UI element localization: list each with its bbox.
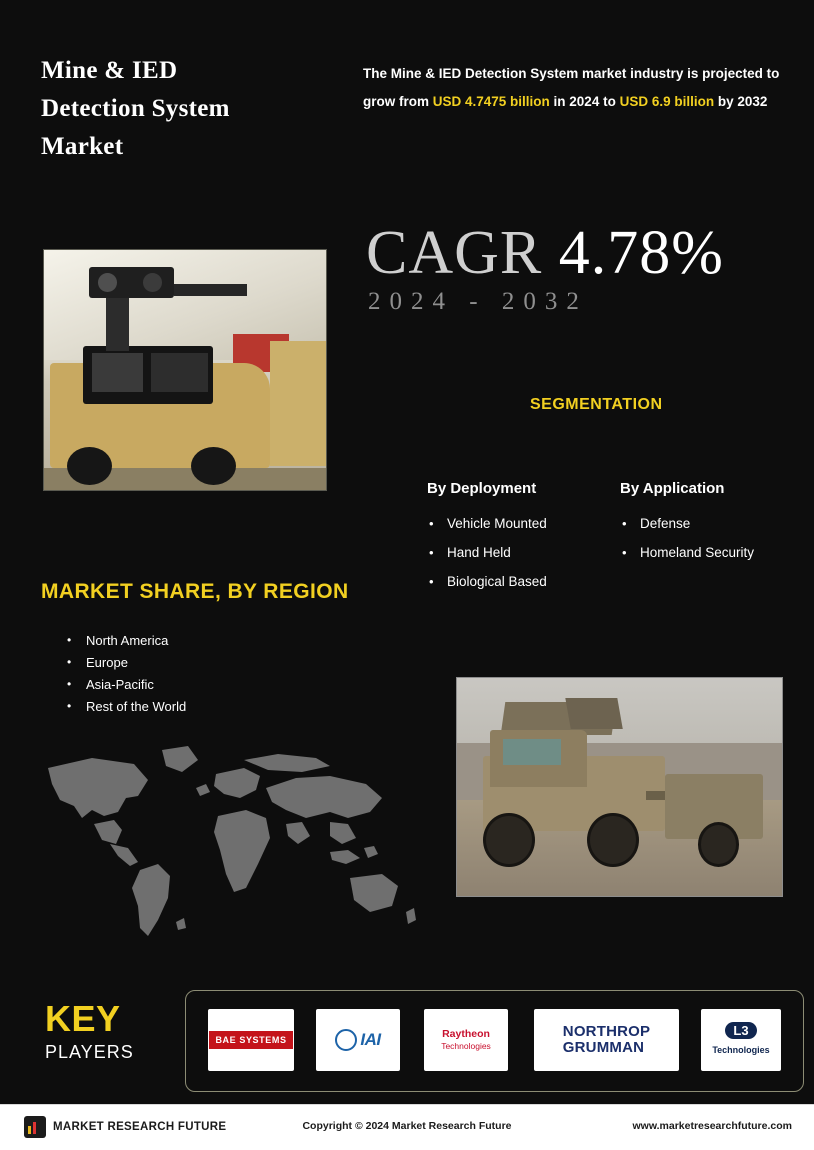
logo-iai-text: IAI: [360, 1030, 381, 1049]
list-item: • Asia-Pacific: [64, 674, 186, 696]
logo-bae-text: BAE SYSTEMS: [209, 1031, 292, 1049]
players-word: PLAYERS: [45, 1042, 134, 1062]
photo-sensor-arm: [174, 284, 247, 296]
photo-sensor-lens-1: [98, 273, 118, 292]
segment-list-deployment: [427, 509, 607, 596]
photo-side-vehicle: [270, 341, 326, 466]
photo-detection-vehicle-top: [43, 249, 327, 491]
logo-iai-wrap: [335, 1029, 380, 1051]
summary-part-2: in 2024 to: [549, 94, 620, 109]
summary-part-1: The Mine & IED Detection System market industry is projected to grow from: [363, 66, 780, 109]
key-players-label: [45, 1000, 145, 1063]
cagr-value: 4.78%: [558, 219, 724, 287]
segmentation-heading: SEGMENTATION: [530, 396, 663, 413]
logo-raytheon-technologies: [424, 1009, 508, 1071]
list-item: • Europe: [64, 652, 186, 674]
logo-l3-wrap: [701, 1022, 781, 1058]
summary-value-2032: USD 6.9 billion: [619, 94, 715, 109]
page-title: Mine & IED Detection System Market: [41, 57, 230, 160]
photo-window-right: [151, 353, 207, 391]
market-share-heading: MARKET SHARE, BY REGION: [41, 580, 349, 603]
market-share-region-list: [64, 630, 186, 718]
cagr-label: CAGR: [366, 219, 543, 287]
list-item: • Vehicle Mounted: [427, 509, 607, 538]
photo-wheel-rear: [191, 447, 236, 485]
footer-brand-name: MARKET RESEARCH FUTURE: [53, 1121, 227, 1133]
footer-bar: [0, 1104, 814, 1150]
summary-value-2024: USD 4.7475 billion: [432, 94, 550, 109]
footer-website[interactable]: www.marketresearchfuture.com: [632, 1120, 792, 1132]
globe-icon: [335, 1029, 357, 1051]
logo-l3-sub: Technologies: [712, 1045, 770, 1055]
key-players-logo-container: [185, 990, 804, 1092]
cagr-period: 2024 - 2032: [368, 288, 588, 315]
photo-armor-panel-2: [565, 698, 622, 729]
photo-wheel-front: [483, 813, 535, 867]
photo-windshield: [503, 739, 562, 765]
logo-bae-systems: [208, 1009, 294, 1071]
logo-northrop-grumman: [534, 1009, 679, 1071]
list-item: • Biological Based: [427, 567, 607, 596]
logo-raytheon-wrap: [441, 1028, 491, 1052]
list-item: • Homeland Security: [620, 538, 810, 567]
segment-list-application: [620, 509, 810, 567]
key-word: KEY: [45, 998, 121, 1039]
photo-wheel-front: [67, 447, 112, 485]
cagr-block: [366, 218, 724, 289]
logo-grumman-text: GRUMMAN: [562, 1039, 645, 1056]
summary-part-3: by 2032: [714, 94, 768, 109]
photo-wheel-mid: [587, 813, 639, 867]
logo-northrop-text: NORTHROP: [562, 1023, 651, 1040]
segment-column-application: [620, 480, 810, 567]
logo-raytheon-sub: Technologies: [441, 1041, 491, 1051]
logo-northrop-wrap: [563, 1024, 650, 1056]
list-item: • Hand Held: [427, 538, 607, 567]
photo-window-left: [92, 353, 143, 391]
list-item: • North America: [64, 630, 186, 652]
logo-raytheon-text: Raytheon: [442, 1028, 490, 1040]
list-item: • Rest of the World: [64, 696, 186, 718]
list-item: • Defense: [620, 509, 810, 538]
world-map: [30, 740, 420, 950]
market-summary-paragraph: [363, 60, 803, 116]
logo-l3-technologies: [701, 1009, 781, 1071]
segment-column-deployment: [427, 480, 607, 596]
footer-copyright: Copyright © 2024 Market Research Future: [302, 1120, 512, 1132]
segment-title-deployment: By Deployment: [427, 480, 537, 497]
segment-title-application: By Application: [620, 480, 725, 497]
logo-l3-text: L3: [725, 1022, 756, 1039]
logo-iai: [316, 1009, 400, 1071]
photo-wheel-rear: [698, 822, 740, 867]
photo-mine-clearing-vehicle: [456, 677, 783, 897]
